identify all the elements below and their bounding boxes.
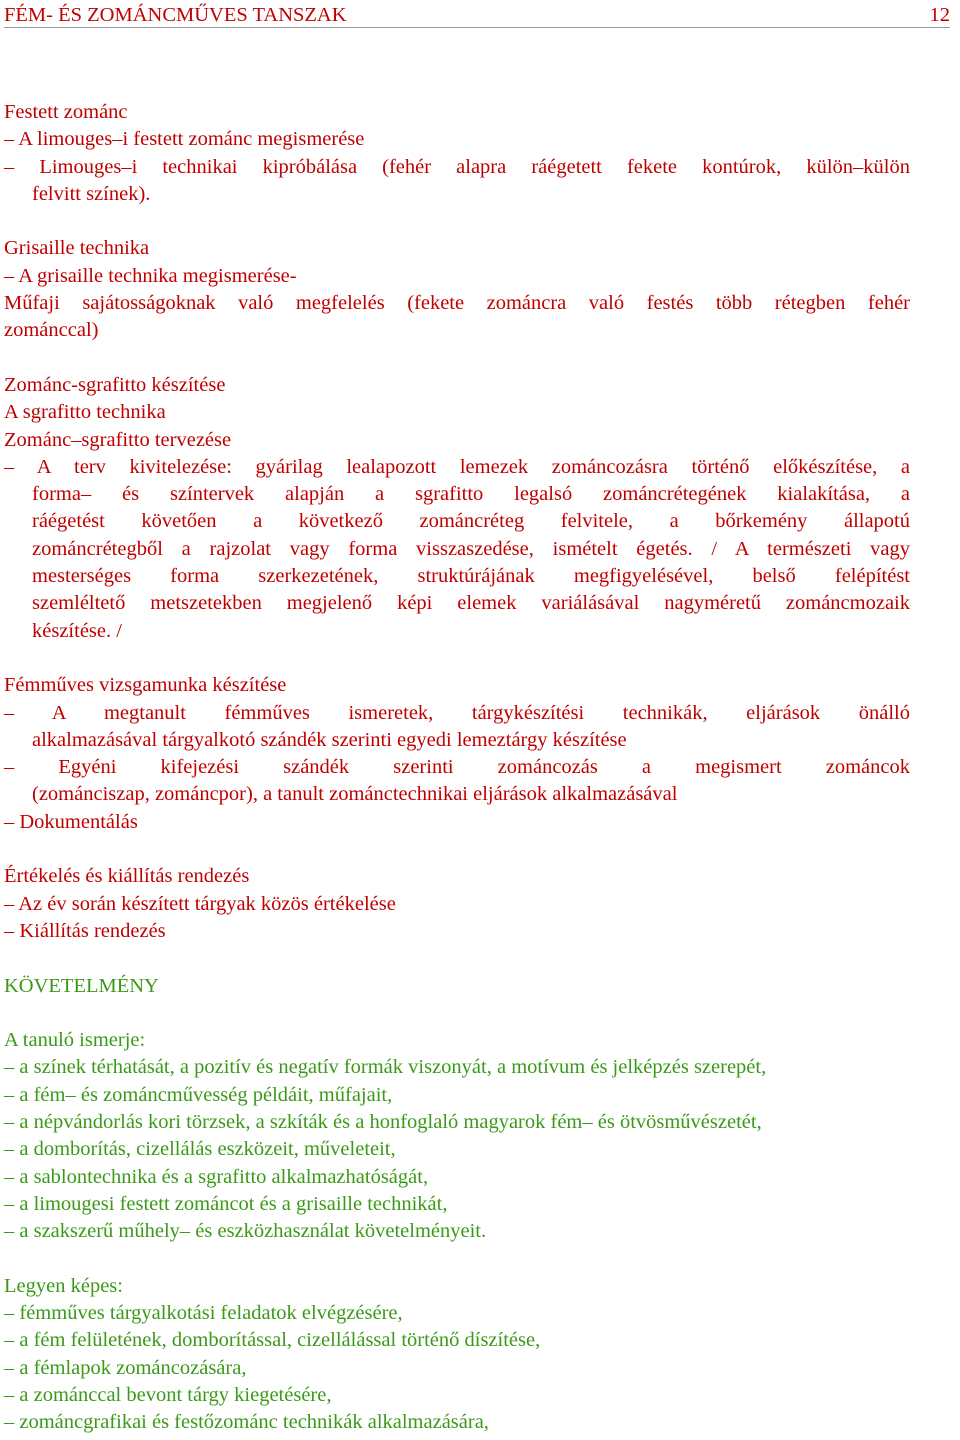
list-item: – A grisaille technika megismerése- — [4, 264, 297, 287]
list-item: – a fémlapok zománcozására, — [4, 1356, 247, 1379]
document-body — [4, 99, 910, 1437]
section-title-grisaille: Grisaille technika — [4, 237, 150, 260]
section-title-kepes: Legyen képes: — [4, 1274, 123, 1297]
section-title-vizsgamunka: Fémműves vizsgamunka készítése — [4, 674, 287, 697]
list-item: – a zománccal bevont tárgy kiegetésére, — [4, 1383, 332, 1406]
list-item-continuation: alkalmazásával tárgyalkotó szándék szerinti egyedi lemeztárgy készítése — [32, 728, 627, 751]
list-item: – Dokumentálás — [4, 810, 138, 833]
paragraph-line: Műfaji sajátosságoknak való megfelelés (fekete zománcra való festés több rétegben fehér — [4, 292, 910, 315]
list-item: – Az év során készített tárgyak közös értékelése — [4, 892, 396, 915]
paragraph-line: készítése. / — [32, 619, 122, 642]
list-item: – a domborítás, cizellálás eszközeit, műveleteit, — [4, 1138, 396, 1161]
list-item-continuation: felvitt színek). — [32, 182, 151, 205]
list-item: – Egyéni kifejezési szándék szerinti zománcozás a megismert zománcok — [4, 756, 910, 779]
list-item: – Kiállítás rendezés — [4, 919, 166, 942]
list-item: – A megtanult fémműves ismeretek, tárgykészítési technikák, eljárások önálló — [4, 701, 910, 724]
list-item: – Limouges–i technikai kipróbálása (fehér alapra ráégetett fekete kontúrok, külön–külön — [4, 155, 910, 178]
list-item: – a színek térhatását, a pozitív és negatív formák viszonyát, a motívum és jelképzés szerepét, — [4, 1056, 767, 1079]
section-title-festett: Festett zománc — [4, 101, 128, 123]
paragraph-line: szemléltető metszetekben megjelenő képi elemek variálásával nagyméretű zománcmozaik — [32, 592, 910, 615]
paragraph-line: zománcrétegből a rajzolat vagy forma visszaszedése, ismételt égetés. / A természeti vagy — [32, 537, 910, 560]
list-item: – a sablontechnika és a sgrafitto alkalmazhatóságát, — [4, 1165, 429, 1188]
list-item: – a limougesi festett zománcot és a grisaille technikát, — [4, 1192, 448, 1215]
subheading: Zománc–sgrafitto tervezése — [4, 428, 232, 451]
page-header — [4, 2, 950, 28]
paragraph-line: mesterséges forma szerkezetének, struktúrájának megfigyelésével, belső felépítést — [32, 565, 910, 588]
subheading: A sgrafitto technika — [4, 401, 166, 424]
paragraph-line: ráégetést követően a következő zománcréteg felvitele, a bőrkemény állapotú — [32, 510, 910, 533]
list-item: – zománcgrafikai és festőzománc technikák alkalmazására, — [4, 1411, 489, 1434]
list-item-continuation: (zománciszap, zománcpor), a tanult zománctechnikai eljárások alkalmazásával — [32, 783, 678, 806]
list-item: – fémműves tárgyalkotási feladatok elvégzésére, — [4, 1302, 403, 1325]
list-item: – a népvándorlás kori törzsek, a szkíták és a honfoglaló magyarok fém– és ötvösművészetét, — [4, 1110, 762, 1133]
list-item: – a szakszerű műhely– és eszközhasználat követelményeit. — [4, 1220, 487, 1243]
section-title-kovetelmeny: KÖVETELMÉNY — [4, 974, 159, 997]
paragraph-line: – A terv kivitelezése: gyárilag lealapozott lemezek zománcozásra történő előkészítése, a — [4, 455, 910, 478]
paragraph-line: zománccal) — [4, 319, 99, 342]
paragraph-line: forma– és színtervek alapján a sgrafitto legalsó zománcrétegének kialakítása, a — [32, 483, 910, 506]
list-item: – A limouges–i festett zománc megismerése — [4, 128, 365, 151]
section-title-sgrafitto: Zománc-sgrafitto készítése — [4, 373, 226, 396]
page-number: 12 — [929, 4, 950, 26]
list-item: – a fém– és zománcművesség példáit, műfajait, — [4, 1083, 393, 1106]
header-title: FÉM- ÉS ZOMÁNCMŰVES TANSZAK — [4, 4, 347, 26]
section-title-ertekeles: Értékelés és kiállítás rendezés — [4, 865, 250, 888]
section-title-ismerje: A tanuló ismerje: — [4, 1029, 146, 1052]
list-item: – a fém felületének, domborítással, cizellálással történő díszítése, — [4, 1329, 541, 1352]
